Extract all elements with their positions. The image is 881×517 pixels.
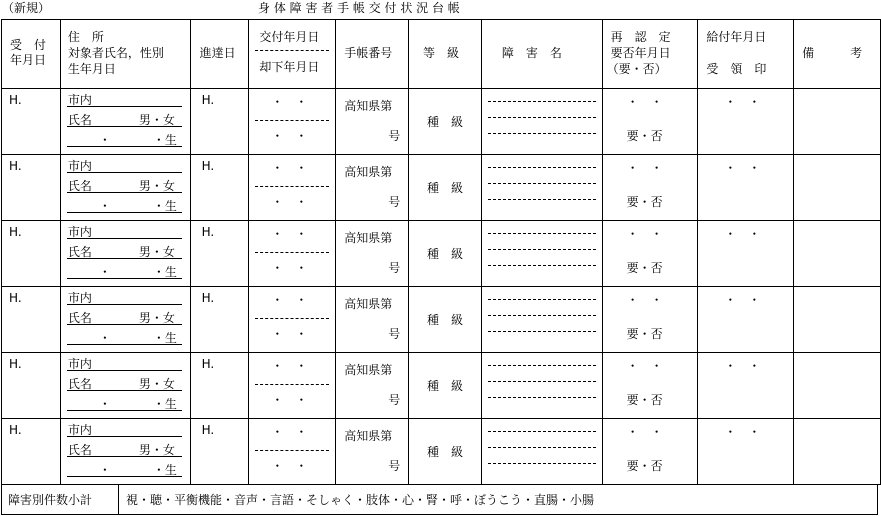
city-label: 市内	[67, 357, 92, 371]
grade-label: 種 級	[427, 379, 464, 393]
reject-date-dots: ・ ・	[271, 129, 308, 143]
cell-address	[60, 353, 190, 419]
cell-grade	[409, 353, 482, 419]
pref-label: 高知県第	[344, 297, 393, 311]
city-label: 市内	[67, 225, 92, 239]
cell-progress	[190, 89, 249, 155]
sex-choice: 男・女	[138, 311, 175, 325]
cell-recert	[602, 89, 698, 155]
recert-choice: 要・否	[626, 195, 663, 209]
birth-dot: ・	[98, 397, 111, 411]
cell-remarks	[794, 419, 881, 485]
footer-divider	[118, 485, 119, 514]
cell-payment	[698, 287, 794, 353]
sex-choice: 男・女	[138, 245, 175, 259]
cell-received	[2, 89, 61, 155]
name-label: 氏名	[67, 443, 92, 457]
ledger-row	[2, 221, 881, 287]
birth-suffix: ・生	[152, 331, 177, 345]
era-mark: H.	[201, 423, 215, 437]
cell-disability	[481, 155, 602, 221]
cell-recert	[602, 353, 698, 419]
era-mark: H.	[201, 357, 215, 371]
sex-choice: 男・女	[138, 443, 175, 457]
recert-choice: 要・否	[626, 327, 663, 341]
cell-progress	[190, 353, 249, 419]
cell-received	[2, 353, 61, 419]
city-label: 市内	[67, 291, 92, 305]
go-label: 号	[388, 327, 401, 341]
header-remarks: 備 考	[794, 20, 881, 89]
cell-remarks	[794, 353, 881, 419]
era-mark: H.	[9, 423, 22, 437]
birth-dot: ・	[98, 199, 111, 213]
cell-address	[60, 155, 190, 221]
cell-received	[2, 419, 61, 485]
page-header	[0, 0, 881, 20]
name-label: 氏名	[67, 311, 92, 325]
cell-recert	[602, 155, 698, 221]
ledger-row	[2, 353, 881, 419]
ledger-row	[2, 419, 881, 485]
new-label: （新規）	[2, 1, 51, 15]
payment-date-dots: ・ ・	[724, 161, 761, 175]
go-label: 号	[388, 393, 401, 407]
grade-label: 種 級	[427, 313, 464, 327]
cell-address	[60, 89, 190, 155]
cell-progress	[190, 155, 249, 221]
recert-date-dots: ・ ・	[626, 293, 663, 307]
birth-suffix: ・生	[152, 397, 177, 411]
grade-label: 種 級	[427, 247, 464, 261]
recert-date-dots: ・ ・	[626, 359, 663, 373]
reject-date-dots: ・ ・	[271, 327, 308, 341]
cell-remarks	[794, 287, 881, 353]
name-label: 氏名	[67, 245, 92, 259]
header-address: 住 所 対象者氏名，性別 生年月日	[60, 20, 190, 89]
city-label: 市内	[67, 423, 92, 437]
era-mark: H.	[201, 93, 215, 107]
payment-date-dots: ・ ・	[724, 227, 761, 241]
cell-progress	[190, 419, 249, 485]
name-label: 氏名	[67, 377, 92, 391]
footer-summary	[1, 485, 878, 515]
cell-remarks	[794, 89, 881, 155]
go-label: 号	[388, 261, 401, 275]
city-label: 市内	[67, 93, 92, 107]
cell-address	[60, 221, 190, 287]
birth-dot: ・	[98, 463, 111, 477]
header-issue-reject: 交付年月日 却下年月日	[249, 20, 336, 89]
cell-disability	[481, 221, 602, 287]
recert-date-dots: ・ ・	[626, 227, 663, 241]
era-mark: H.	[9, 93, 22, 107]
issue-date-dots: ・ ・	[271, 95, 308, 109]
birth-suffix: ・生	[152, 265, 177, 279]
header-recert: 再 認 定 要否年月日 （要・否）	[602, 20, 698, 89]
era-mark: H.	[9, 159, 22, 173]
birth-suffix: ・生	[152, 199, 177, 213]
grade-label: 種 級	[427, 445, 464, 459]
cell-recert	[602, 419, 698, 485]
cell-issue-reject	[249, 221, 336, 287]
ledger-table	[1, 19, 881, 485]
cell-progress	[190, 287, 249, 353]
cell-issue-reject	[249, 155, 336, 221]
cell-grade	[409, 287, 482, 353]
payment-date-dots: ・ ・	[724, 425, 761, 439]
cell-payment	[698, 221, 794, 287]
cell-issue-reject	[249, 287, 336, 353]
issue-date-dots: ・ ・	[271, 425, 308, 439]
birth-dot: ・	[98, 265, 111, 279]
issue-date-dots: ・ ・	[271, 359, 308, 373]
header-grade: 等 級	[409, 20, 482, 89]
recert-choice: 要・否	[626, 129, 663, 143]
era-mark: H.	[9, 357, 22, 371]
cell-remarks	[794, 221, 881, 287]
cell-book-no	[336, 155, 409, 221]
cell-address	[60, 287, 190, 353]
issue-date-dots: ・ ・	[271, 293, 308, 307]
city-label: 市内	[67, 159, 92, 173]
ledger-row	[2, 89, 881, 155]
header-disability: 障 害 名	[481, 20, 602, 89]
recert-choice: 要・否	[626, 393, 663, 407]
cell-recert	[602, 287, 698, 353]
issue-date-dots: ・ ・	[271, 227, 308, 241]
era-mark: H.	[201, 291, 215, 305]
cell-received	[2, 155, 61, 221]
go-label: 号	[388, 129, 401, 143]
cell-grade	[409, 419, 482, 485]
pref-label: 高知県第	[344, 363, 393, 377]
pref-label: 高知県第	[344, 231, 393, 245]
header-book-no: 手帳番号	[336, 20, 409, 89]
reject-date-dots: ・ ・	[271, 195, 308, 209]
grade-label: 種 級	[427, 181, 464, 195]
cell-remarks	[794, 155, 881, 221]
footer-categories: 視・聴・平衡機能・音声・言語・そしゃく・肢体・心・腎・呼・ぼうこう・直腸・小腸	[126, 493, 595, 507]
cell-disability	[481, 353, 602, 419]
footer-label: 障害別件数小計	[8, 493, 93, 507]
header-received: 受 付 年月日	[2, 20, 61, 89]
header-payment: 給付年月日 受 領 印	[698, 20, 794, 89]
era-mark: H.	[201, 225, 215, 239]
cell-payment	[698, 353, 794, 419]
page-title: 身 体 障 害 者 手 帳 交 付 状 況 台 帳	[258, 1, 460, 15]
ledger-row	[2, 287, 881, 353]
cell-address	[60, 419, 190, 485]
cell-progress	[190, 221, 249, 287]
go-label: 号	[388, 195, 401, 209]
issue-date-dots: ・ ・	[271, 161, 308, 175]
birth-dot: ・	[98, 331, 111, 345]
grade-label: 種 級	[427, 115, 464, 129]
pref-label: 高知県第	[344, 165, 393, 179]
era-mark: H.	[9, 291, 22, 305]
cell-book-no	[336, 89, 409, 155]
cell-issue-reject	[249, 419, 336, 485]
cell-book-no	[336, 287, 409, 353]
cell-grade	[409, 221, 482, 287]
name-label: 氏名	[67, 179, 92, 193]
cell-issue-reject	[249, 89, 336, 155]
payment-date-dots: ・ ・	[724, 95, 761, 109]
cell-recert	[602, 221, 698, 287]
reject-date-dots: ・ ・	[271, 393, 308, 407]
reject-date-dots: ・ ・	[271, 261, 308, 275]
recert-choice: 要・否	[626, 261, 663, 275]
birth-dot: ・	[98, 133, 111, 147]
cell-payment	[698, 155, 794, 221]
pref-label: 高知県第	[344, 429, 393, 443]
name-label: 氏名	[67, 113, 92, 127]
cell-disability	[481, 287, 602, 353]
cell-book-no	[336, 353, 409, 419]
cell-grade	[409, 89, 482, 155]
payment-date-dots: ・ ・	[724, 293, 761, 307]
pref-label: 高知県第	[344, 99, 393, 113]
birth-suffix: ・生	[152, 463, 177, 477]
sex-choice: 男・女	[138, 179, 175, 193]
recert-choice: 要・否	[626, 459, 663, 473]
birth-suffix: ・生	[152, 133, 177, 147]
cell-received	[2, 221, 61, 287]
cell-book-no	[336, 419, 409, 485]
recert-date-dots: ・ ・	[626, 161, 663, 175]
header-row	[2, 20, 881, 89]
recert-date-dots: ・ ・	[626, 95, 663, 109]
cell-book-no	[336, 221, 409, 287]
go-label: 号	[388, 459, 401, 473]
era-mark: H.	[201, 159, 215, 173]
cell-payment	[698, 89, 794, 155]
era-mark: H.	[9, 225, 22, 239]
header-progress: 進達日	[190, 20, 249, 89]
cell-disability	[481, 419, 602, 485]
cell-received	[2, 287, 61, 353]
ledger-row	[2, 155, 881, 221]
cell-grade	[409, 155, 482, 221]
cell-payment	[698, 419, 794, 485]
sex-choice: 男・女	[138, 113, 175, 127]
sex-choice: 男・女	[138, 377, 175, 391]
cell-disability	[481, 89, 602, 155]
cell-issue-reject	[249, 353, 336, 419]
recert-date-dots: ・ ・	[626, 425, 663, 439]
payment-date-dots: ・ ・	[724, 359, 761, 373]
reject-date-dots: ・ ・	[271, 459, 308, 473]
